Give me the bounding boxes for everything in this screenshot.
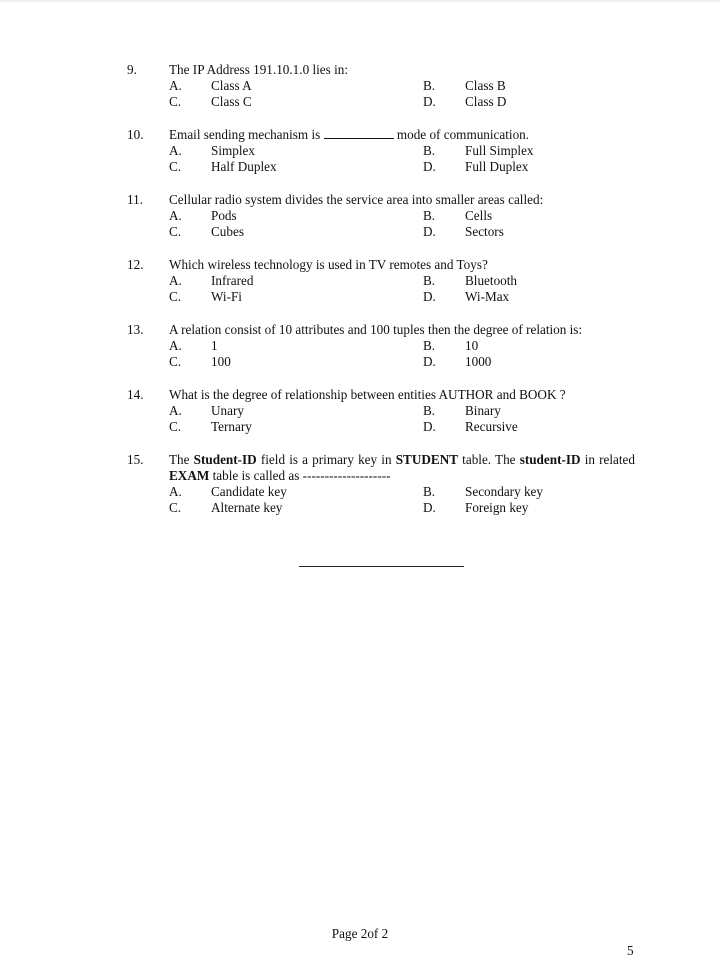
option-letter: B. — [423, 78, 436, 93]
option-letter: C. — [169, 224, 182, 239]
question-number: 14. — [127, 387, 144, 402]
option-letter: D. — [423, 159, 436, 174]
options-row-cd — [0, 159, 720, 175]
question-text: Which wireless technology is used in TV remotes and Toys? — [169, 257, 488, 272]
option-a: Infrared — [211, 273, 254, 288]
option-letter: D. — [423, 419, 436, 434]
question-10 — [0, 127, 720, 192]
option-letter: B. — [423, 208, 436, 223]
question-text-part: The — [169, 452, 194, 467]
bold-term: student-ID — [519, 452, 581, 467]
option-letter: D. — [423, 500, 436, 515]
option-b: Cells — [465, 208, 493, 223]
question-number: 10. — [127, 127, 144, 142]
option-letter: A. — [169, 338, 182, 353]
question-number: 12. — [127, 257, 144, 272]
question-text — [169, 127, 635, 143]
options-row-cd — [0, 289, 720, 305]
option-letter: C. — [169, 94, 182, 109]
question-text-part: table is called as -------------------- — [209, 468, 391, 484]
page-top-edge — [0, 0, 720, 2]
question-number: 15. — [127, 452, 144, 467]
option-a: Unary — [211, 403, 244, 418]
question-number: 11. — [127, 192, 143, 207]
option-c: Cubes — [211, 224, 244, 239]
options-row-cd — [0, 224, 720, 240]
question-text-before: Email sending mechanism is — [169, 127, 321, 142]
option-c: Half Duplex — [211, 159, 277, 174]
option-c: 100 — [211, 354, 231, 369]
question-text: A relation consist of 10 attributes and 100 tuples then the degree of relation is: — [169, 322, 583, 337]
question-number: 13. — [127, 322, 144, 337]
question-text — [169, 452, 635, 484]
question-12 — [0, 257, 720, 322]
option-letter: C. — [169, 419, 182, 434]
option-letter: C. — [169, 354, 182, 369]
option-b: Bluetooth — [465, 273, 518, 288]
option-a: Pods — [211, 208, 237, 223]
option-letter: D. — [423, 289, 436, 304]
option-letter: A. — [169, 484, 182, 499]
option-c: Alternate key — [211, 500, 283, 515]
question-14 — [0, 387, 720, 452]
option-letter: B. — [423, 403, 436, 418]
option-d: Recursive — [465, 419, 518, 434]
question-text: What is the degree of relationship between entities AUTHOR and BOOK ? — [169, 387, 566, 402]
bold-term: Student-ID — [193, 452, 257, 467]
options-row-ab — [0, 338, 720, 354]
option-letter: D. — [423, 354, 436, 369]
question-11 — [0, 192, 720, 257]
option-letter: A. — [169, 403, 182, 418]
question-13 — [0, 322, 720, 387]
question-text-after: mode of communication. — [396, 127, 530, 142]
option-d: Sectors — [465, 224, 504, 239]
options-row-ab — [0, 273, 720, 289]
option-a: Candidate key — [211, 484, 287, 499]
option-letter: C. — [169, 500, 182, 515]
option-a: 1 — [211, 338, 218, 353]
question-9 — [0, 62, 720, 127]
options-row-ab — [0, 208, 720, 224]
question-number: 9. — [127, 62, 137, 77]
option-a: Class A — [211, 78, 252, 93]
options-row-ab — [0, 143, 720, 159]
answer-blank — [324, 127, 394, 139]
option-d: Wi-Max — [465, 289, 510, 304]
option-b: Class B — [465, 78, 506, 93]
options-row-ab — [0, 484, 720, 500]
option-letter: A. — [169, 143, 182, 158]
option-b: Secondary key — [465, 484, 543, 499]
option-c: Wi-Fi — [211, 289, 242, 304]
option-d: Class D — [465, 94, 507, 109]
option-c: Class C — [211, 94, 252, 109]
option-letter: C. — [169, 159, 182, 174]
options-row-ab — [0, 403, 720, 419]
option-b: Full Simplex — [465, 143, 534, 158]
option-d: Full Duplex — [465, 159, 529, 174]
option-letter: D. — [423, 94, 436, 109]
option-letter: B. — [423, 484, 436, 499]
option-letter: D. — [423, 224, 436, 239]
option-letter: B. — [423, 143, 436, 158]
option-d: Foreign key — [465, 500, 529, 515]
option-c: Ternary — [211, 419, 252, 434]
bold-term: STUDENT — [395, 452, 459, 467]
question-text: Cellular radio system divides the service area into smaller areas called: — [169, 192, 544, 207]
options-row-cd — [0, 94, 720, 110]
options-row-cd — [0, 500, 720, 516]
question-text: The IP Address 191.10.1.0 lies in: — [169, 62, 348, 77]
option-b: 10 — [465, 338, 479, 353]
option-letter: C. — [169, 289, 182, 304]
options-row-cd — [0, 354, 720, 370]
end-of-paper-line — [299, 566, 464, 567]
question-15 — [0, 452, 720, 534]
page-number: 5 — [627, 943, 634, 958]
option-letter: B. — [423, 338, 436, 353]
option-a: Simplex — [211, 143, 255, 158]
options-row-cd — [0, 419, 720, 435]
options-row-ab — [0, 78, 720, 94]
option-d: 1000 — [465, 354, 492, 369]
option-letter: A. — [169, 208, 182, 223]
option-letter: A. — [169, 273, 182, 288]
question-text-part: table. The — [458, 452, 520, 467]
option-b: Binary — [465, 403, 501, 418]
bold-term: EXAM — [169, 468, 210, 484]
question-text-part: field is a primary key in — [256, 452, 396, 467]
page-footer-label: Page 2of 2 — [331, 926, 389, 941]
option-letter: A. — [169, 78, 182, 93]
question-text-part: in related — [580, 452, 635, 467]
option-letter: B. — [423, 273, 436, 288]
question-list — [0, 62, 720, 534]
